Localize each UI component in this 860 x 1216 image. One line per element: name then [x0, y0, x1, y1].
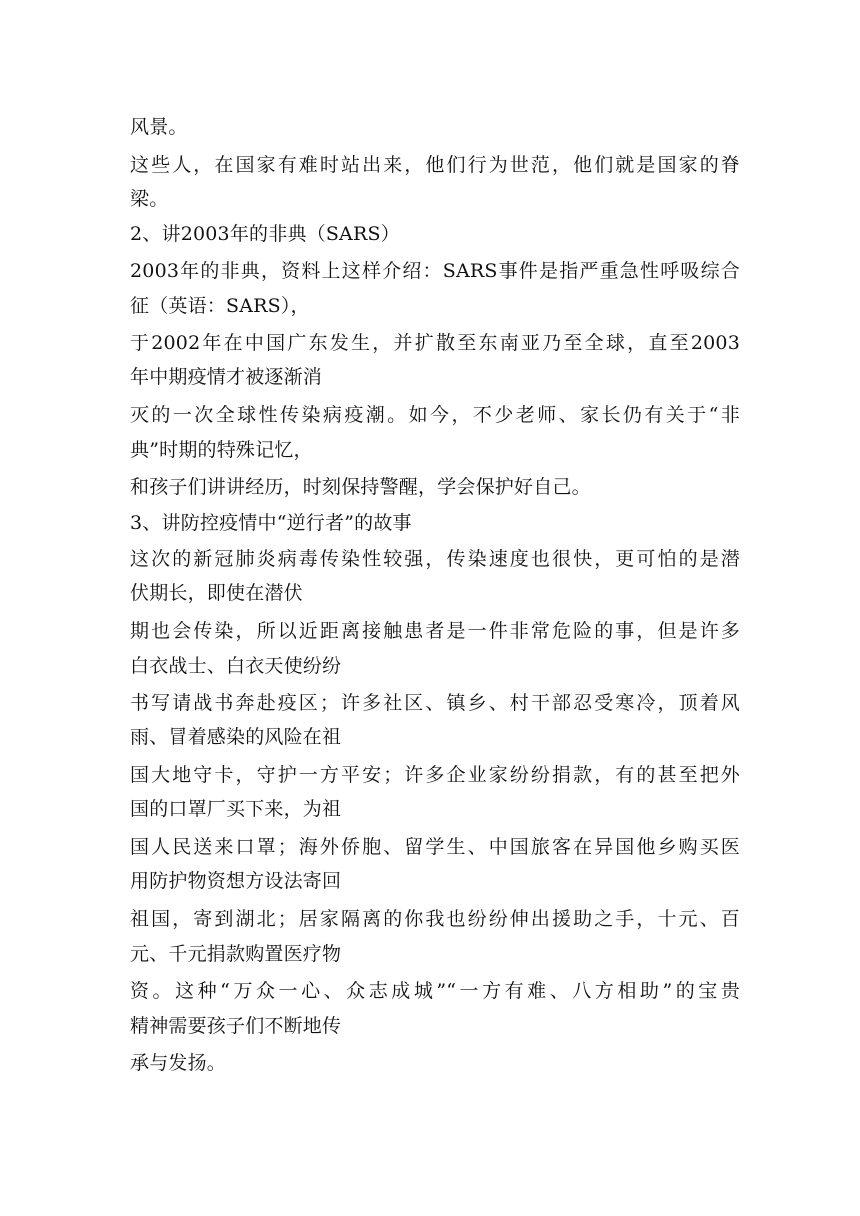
text-line: 梁。: [130, 188, 169, 210]
section-heading: 3、讲防控疫情中“逆行者”的故事: [130, 512, 412, 534]
text-line: 伏期长，即使在潜伏: [130, 582, 303, 604]
text-line: 2003年的非典，资料上这样介绍：SARS事件是指严重急性呼吸综合: [130, 260, 740, 282]
text-line: 祖国，寄到湖北；居家隔离的你我也纷纷伸出援助之手，十元、百: [130, 908, 740, 930]
text-line: 国的口罩厂买下来，为祖: [130, 798, 342, 820]
text-line: 用防护物资想方设法寄回: [130, 870, 342, 892]
text-line: 精神需要孩子们不断地传: [130, 1015, 342, 1037]
text-line: 和孩子们讲讲经历，时刻保持警醒，学会保护好自己。: [130, 476, 591, 498]
text-line: 期也会传染，所以近距离接触患者是一件非常危险的事，但是许多: [130, 620, 740, 642]
text-line: 这次的新冠肺炎病毒传染性较强，传染速度也很快，更可怕的是潜: [130, 548, 740, 570]
text-line: 白衣战士、白衣天使纷纷: [130, 655, 342, 677]
text-line: 雨、冒着感染的风险在祖: [130, 726, 342, 748]
text-line: 这些人，在国家有难时站出来，他们行为世范，他们就是国家的脊: [130, 154, 740, 176]
text-line: 国人民送来口罩；海外侨胞、留学生、中国旅客在异国他乡购买医: [130, 836, 740, 858]
text-line: 典”时期的特殊记忆，: [130, 439, 313, 461]
text-line: 于2002年在中国广东发生，并扩散至东南亚乃至全球，直至2003: [130, 332, 740, 354]
text-line: 风景。: [130, 116, 188, 138]
text-line: 资。这种“万众一心、众志成城”“一方有难、八方相助”的宝贵: [130, 980, 740, 1002]
text-line: 国大地守卡，守护一方平安；许多企业家纷纷捐款，有的甚至把外: [130, 764, 740, 786]
section-heading: 2、讲2003年的非典（SARS）: [130, 223, 400, 245]
text-line: 书写请战书奔赴疫区；许多社区、镇乡、村干部忍受寒冷，顶着风: [130, 692, 740, 714]
text-line: 年中期疫情才被逐渐消: [130, 366, 323, 388]
text-line: 元、千元捐款购置医疗物: [130, 943, 342, 965]
text-line: 承与发扬。: [130, 1052, 227, 1074]
text-line: 征（英语：SARS），: [130, 295, 310, 317]
text-line: 灭的一次全球性传染病疫潮。如今，不少老师、家长仍有关于“非: [130, 404, 740, 426]
